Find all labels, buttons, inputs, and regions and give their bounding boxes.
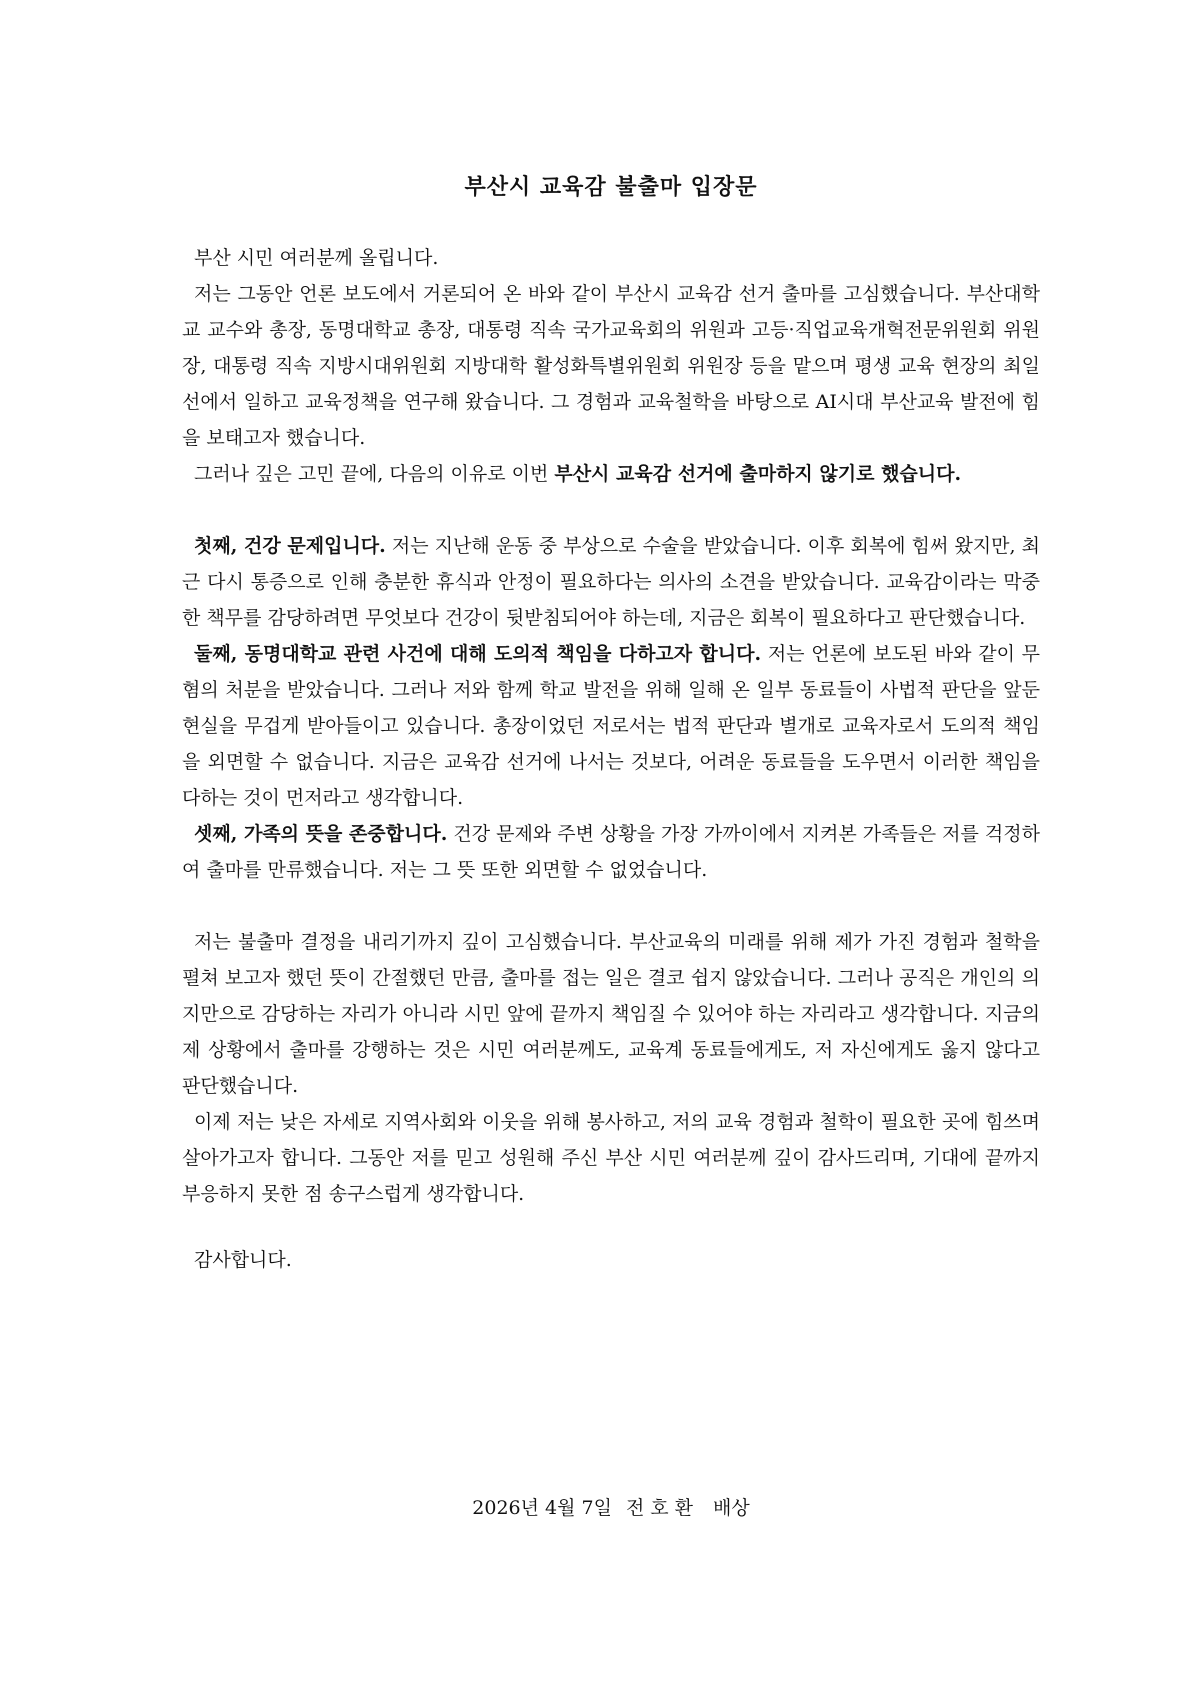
conclusion-paragraph-1: 저는 불출마 결정을 내리기까지 깊이 고심했습니다. 부산교육의 미래를 위해 제가 가진 경험과 철학을 펼쳐 보고자 했던 뜻이 간절했던 만큼, 출마를 접는 일은 결코 쉽지 않았습니다. 그러나 공직은 개인의 의지만으로 감당하는 자리가 아니라 시민 앞에 끝까지 책임질 수 있어야 하는 자리라고 생각합니다. 지금의 제 상황에서 출마를 강행하는 것은 시민 여러분께도, 교육계 동료들에게도, 저 자신에게도 옳지 않다고 판단했습니다. [182, 931, 1040, 1097]
signature-line [182, 1493, 1040, 1520]
document-page [182, 0, 1040, 1697]
closing-remark: 감사합니다. [194, 1249, 292, 1271]
conclusion-paragraph-2: 이제 저는 낮은 자세로 지역사회와 이웃을 위해 봉사하고, 저의 교육 경험과 철학이 필요한 곳에 힘쓰며 살아가고자 합니다. 그동안 저를 믿고 성원해 주신 부산 시민 여러분께 깊이 감사드리며, 기대에 끝까지 부응하지 못한 점 송구스럽게 생각합니다. [182, 1111, 1040, 1205]
signature-honorific: 배상 [713, 1497, 750, 1519]
reason-3-paragraph [182, 816, 1040, 888]
spacer [182, 1212, 1040, 1242]
reason-3-text: 건강 문제와 주변 상황을 가장 가까이에서 지켜본 가족들은 저를 걱정하여 출마를 만류했습니다. 저는 그 뜻 또한 외면할 수 없었습니다. [182, 823, 1040, 881]
intro-paragraph-1: 저는 그동안 언론 보도에서 거론되어 온 바와 같이 부산시 교육감 선거 출마를 고심했습니다. 부산대학교 교수와 총장, 동명대학교 총장, 대통령 직속 국가교육회의 위원과 고등·직업교육개혁전문위원회 위원장, 대통령 직속 지방시대위원회 지방대학 활성화특별위원회 위원장 등을 맡으며 평생 교육 현장의 최일선에서 일하고 교육정책을 연구해 왔습니다. 그 경험과 교육철학을 바탕으로 AI시대 부산교육 발전에 힘을 보태고자 했습니다. [182, 283, 1040, 449]
reason-1-text: 저는 지난해 운동 중 부상으로 수술을 받았습니다. 이후 회복에 힘써 왔지만, 최근 다시 통증으로 인해 충분한 휴식과 안정이 필요하다는 의사의 소견을 받았습니다. 교육감이라는 막중한 책무를 감당하려면 무엇보다 건강이 뒷받침되어야 하는데, 지금은 회복이 필요하다고 판단했습니다. [182, 535, 1040, 629]
reason-3-heading: 셋째, 가족의 뜻을 존중합니다. [194, 823, 448, 845]
reason-1-paragraph [182, 528, 1040, 636]
intro-2-text: 그러나 깊은 고민 끝에, 다음의 이유로 이번 [194, 463, 555, 485]
reason-1-heading: 첫째, 건강 문제입니다. [194, 535, 386, 557]
reason-2-text: 저는 언론에 보도된 바와 같이 무혐의 처분을 받았습니다. 그러나 저와 함께 학교 발전을 위해 일해 온 일부 동료들이 사법적 판단을 앞둔 현실을 무겁게 받아들이고 있습니다. 총장이었던 저로서는 법적 판단과 별개로 교육자로서 도의적 책임을 외면할 수 없습니다. 지금은 교육감 선거에 나서는 것보다, 어려운 동료들을 도우면서 이러한 책임을 다하는 것이 먼저라고 생각합니다. [182, 643, 1040, 809]
signature-author: 전호환 [625, 1497, 699, 1519]
spacer [182, 888, 1040, 924]
greeting: 부산 시민 여러분께 올립니다. [194, 247, 439, 269]
reason-2-paragraph [182, 636, 1040, 816]
signature-date: 2026년 4월 7일 [472, 1497, 612, 1519]
intro-paragraph-2 [182, 456, 1040, 492]
intro-2-emphasis: 부산시 교육감 선거에 출마하지 않기로 했습니다. [554, 463, 962, 485]
document-body [182, 240, 1040, 1278]
document-title: 부산시 교육감 불출마 입장문 [464, 174, 758, 200]
reason-2-heading: 둘째, 동명대학교 관련 사건에 대해 도의적 책임을 다하고자 합니다. [194, 643, 762, 665]
spacer [182, 492, 1040, 528]
